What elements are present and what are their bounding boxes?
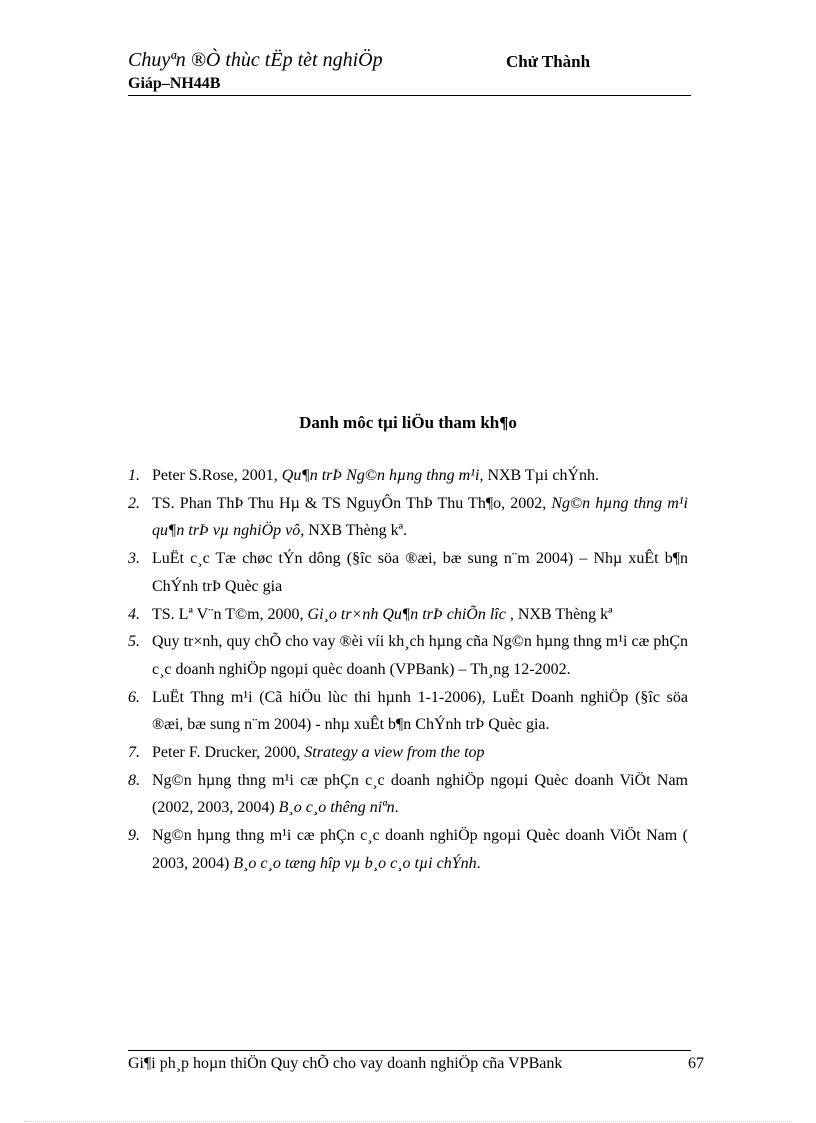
reference-italic: Ng©n hµng thng m¹i qu¶n trÞ vµ nghiÖp vô xyxy=(152,494,688,540)
reference-item xyxy=(128,739,688,767)
reference-plain: TS. Phan ThÞ Thu Hµ & TS NguyÔn ThÞ Thu Th¶o, 2002, xyxy=(152,494,552,512)
reference-item xyxy=(128,767,688,822)
reference-plain: Quy tr×nh, quy chÕ cho vay ®èi víi kh¸ch hµng cña Ng©n hµng thng m¹i cæ phÇn c¸c doanh nghiÖp ngoµi quèc doanh (VPBank) – Th¸ng 12-2002. xyxy=(152,633,688,678)
reference-text xyxy=(152,601,688,629)
reference-plain: TS. Lª V¨n T©m, 2000, xyxy=(152,605,308,623)
footer-text: Gi¶i ph¸p hoµn thiÖn Quy chÕ cho vay doanh nghiÖp cña VPBank xyxy=(128,1055,563,1072)
reference-text xyxy=(152,684,688,739)
reference-text xyxy=(152,490,688,545)
reference-text xyxy=(152,767,688,822)
reference-text xyxy=(152,739,688,767)
reference-item xyxy=(128,684,688,739)
reference-text xyxy=(152,462,688,490)
reference-item xyxy=(128,822,688,877)
header-class: Giáp–NH44B xyxy=(128,75,221,92)
reference-item xyxy=(128,490,688,545)
reference-plain: Ng©n hµng thng m¹i cæ phÇn c¸c doanh nghiÖp ngoµi Quèc doanh ViÖt Nam (2002, 2003, 2004) xyxy=(152,771,688,817)
reference-number: 3. xyxy=(128,550,140,568)
reference-tail: , NXB Thèng kª xyxy=(505,605,613,623)
reference-plain: LuËt Thng m¹i (Cã hiÖu lùc thi hµnh 1-1-2006), LuËt Doanh nghiÖp (§îc söa ®æi, bæ sung n¨m 2004) - nhµ xuÊt b¶n ChÝnh trÞ Quèc gia. xyxy=(152,688,688,734)
reference-number: 1. xyxy=(128,467,140,484)
reference-list xyxy=(128,462,688,878)
reference-text xyxy=(152,628,688,683)
reference-text xyxy=(152,822,688,877)
reference-number: 8. xyxy=(128,771,140,789)
section-title: Danh môc tµi liÖu tham kh¶o xyxy=(299,413,517,432)
reference-plain: Ng©n hµng thng m¹i cæ phÇn c¸c doanh nghiÖp ngoµi Quèc doanh ViÖt Nam ( 2003, 2004) xyxy=(152,827,688,872)
reference-plain: Peter F. Drucker, 2000, xyxy=(152,744,305,762)
reference-italic: B¸o c¸o tæng hîp vµ b¸o c¸o tµi chÝnh xyxy=(233,854,477,872)
header-rule xyxy=(128,95,691,96)
reference-tail: . xyxy=(476,854,481,872)
reference-number: 4. xyxy=(128,605,140,623)
reference-text xyxy=(152,545,688,600)
reference-italic: Strategy a view from the top xyxy=(304,744,485,762)
reference-tail: . xyxy=(394,799,399,817)
reference-number: 9. xyxy=(128,827,140,845)
reference-plain: Peter S.Rose, 2001, xyxy=(152,467,282,484)
reference-item xyxy=(128,628,688,683)
reference-italic: B¸o c¸o thêng niªn xyxy=(278,799,395,817)
reference-italic: Gi¸o tr×nh Qu¶n trÞ chiÕn lîc xyxy=(307,605,506,623)
reference-italic: Qu¶n trÞ Ng©n hµng thng m¹i, xyxy=(281,467,484,484)
header-title: Chuyªn ®Ò thùc tËp tèt nghiÖp xyxy=(128,49,383,71)
header-author: Chử Thành xyxy=(506,52,591,71)
footer-rule xyxy=(128,1050,691,1051)
reference-plain: LuËt c¸c Tæ chøc tÝn dông (§îc söa ®æi, bæ sung n¨m 2004) – Nhµ xuÊt b¶n ChÝnh trÞ Quèc gia xyxy=(152,550,688,595)
reference-number: 5. xyxy=(128,633,140,651)
reference-tail: NXB Tµi chÝnh. xyxy=(483,467,600,484)
reference-item xyxy=(128,545,688,600)
page-number: 67 xyxy=(688,1055,704,1072)
reference-number: 2. xyxy=(128,494,140,512)
reference-tail: , NXB Thèng kª. xyxy=(300,522,408,540)
reference-number: 6. xyxy=(128,688,140,706)
reference-item xyxy=(128,462,688,490)
page-edge-divider xyxy=(24,1121,792,1122)
reference-number: 7. xyxy=(128,744,140,762)
reference-item xyxy=(128,601,688,629)
